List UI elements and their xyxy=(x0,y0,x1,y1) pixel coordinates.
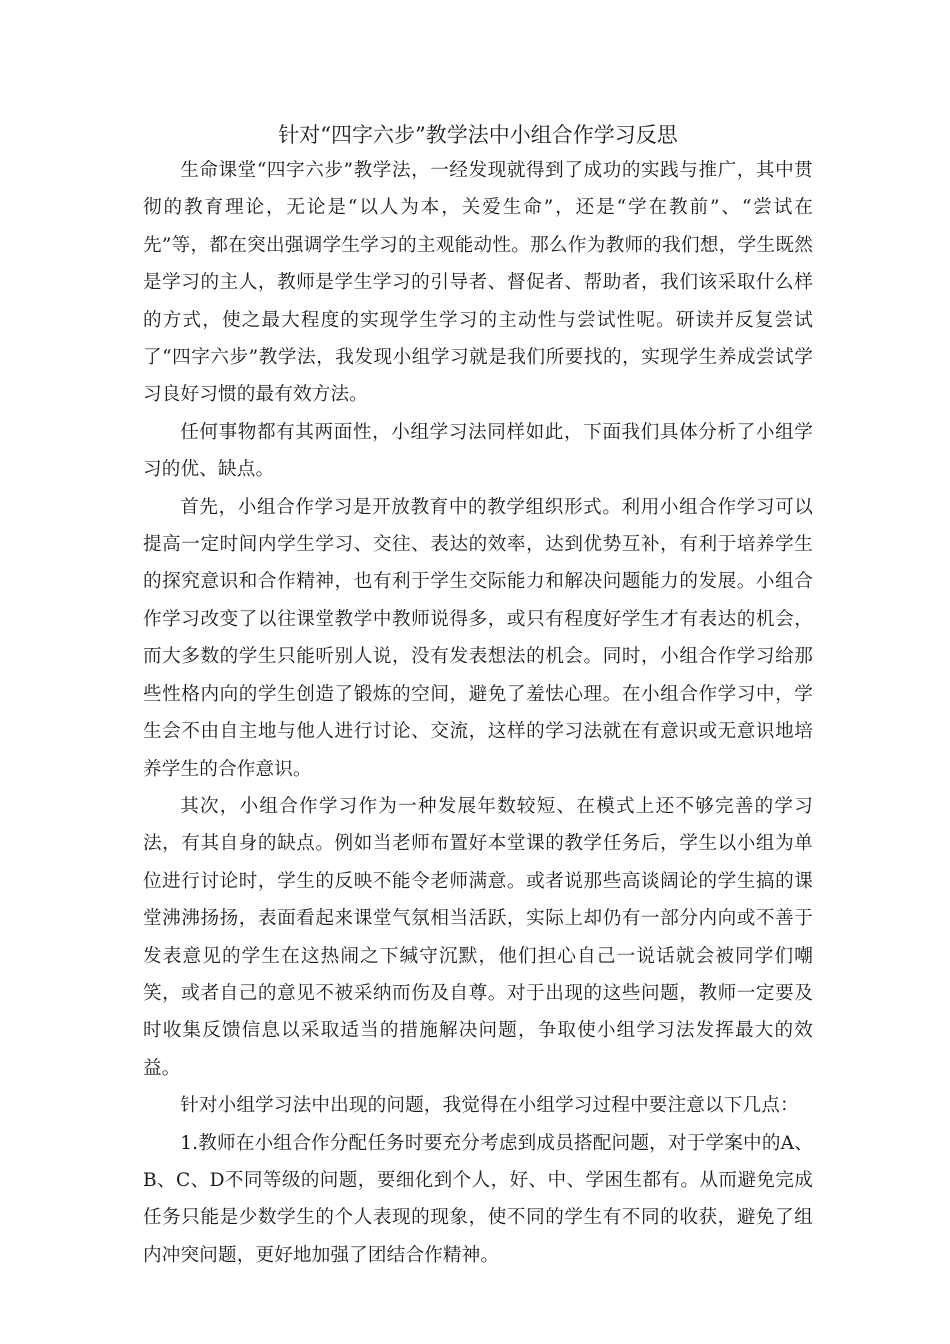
paragraph-point-1: 1.教师在小组合作分配任务时要充分考虑到成员搭配问题，对于学案中的A、B、C、D不同等级的问题，要细化到个人，好、中、学困生都有。从而避免完成任务只能是少数学生的个人表现的现象，使不同的学生有不同的收获，避免了组内冲突问题，更好地加强了团结合作精神。 xyxy=(143,1132,813,1266)
paragraph-points-intro: 针对小组学习法中出现的问题，我觉得在小组学习过程中要注意以下几点： xyxy=(180,1095,799,1117)
paragraph-advantages: 首先，小组合作学习是开放教育中的教学组织形式。利用小组合作学习可以提高一定时间内学生学习、交往、表达的效率，达到优势互补，有利于培养学生的探究意识和合作精神，也有利于学生交际能力和解决问题能力的发展。小组合作学习改变了以往课堂教学中教师说得多，或只有程度好学生才有表达的机会，而大多数的学生只能听别人说，没有发表想法的机会。同时，小组合作学习给那些性格内向的学生创造了锻炼的空间，避免了羞怯心理。在小组合作学习中，学生会不由自主地与他人进行讨论、交流，这样的学习法就在有意识或无意识地培养学生的合作意识。 xyxy=(143,496,813,780)
document-body xyxy=(143,118,813,1274)
paragraph-disadvantages: 其次，小组合作学习作为一种发展年数较短、在模式上还不够完善的学习法，有其自身的缺点。例如当老师布置好本堂课的教学任务后，学生以小组为单位进行讨论时，学生的反映不能令老师满意。或者说那些高谈阔论的学生搞的课堂沸沸扬扬，表面看起来课堂气氛相当活跃，实际上却仍有一部分内向或不善于发表意见的学生在这热闹之下缄守沉默，他们担心自己一说话就会被同学们嘲笑，或者自己的意见不被采纳而伤及自尊。对于出现的这些问题，教师一定要及时收集反馈信息以采取适当的措施解决问题，争取使小组学习法发挥最大的效益。 xyxy=(143,795,813,1079)
document-title: 针对“四字六步”教学法中小组合作学习反思 xyxy=(278,123,678,147)
paragraph-two-sides: 任何事物都有其两面性，小组学习法同样如此，下面我们具体分析了小组学习的优、缺点。 xyxy=(143,421,813,481)
paragraph-intro: 生命课堂“四字六步”教学法，一经发现就得到了成功的实践与推广，其中贯彻的教育理论，无论是“以人为本，关爱生命”，还是“学在教前”、“尝试在先”等，都在突出强调学生学习的主观能动性。那么作为教师的我们想，学生既然是学习的主人，教师是学生学习的引导者、督促者、帮助者，我们该采取什么样的方式，使之最大程度的实现学生学习的主动性与尝试性呢。研读并反复尝试了“四字六步”教学法，我发现小组学习就是我们所要找的，实现学生养成尝试学习良好习惯的最有效方法。 xyxy=(143,160,813,406)
